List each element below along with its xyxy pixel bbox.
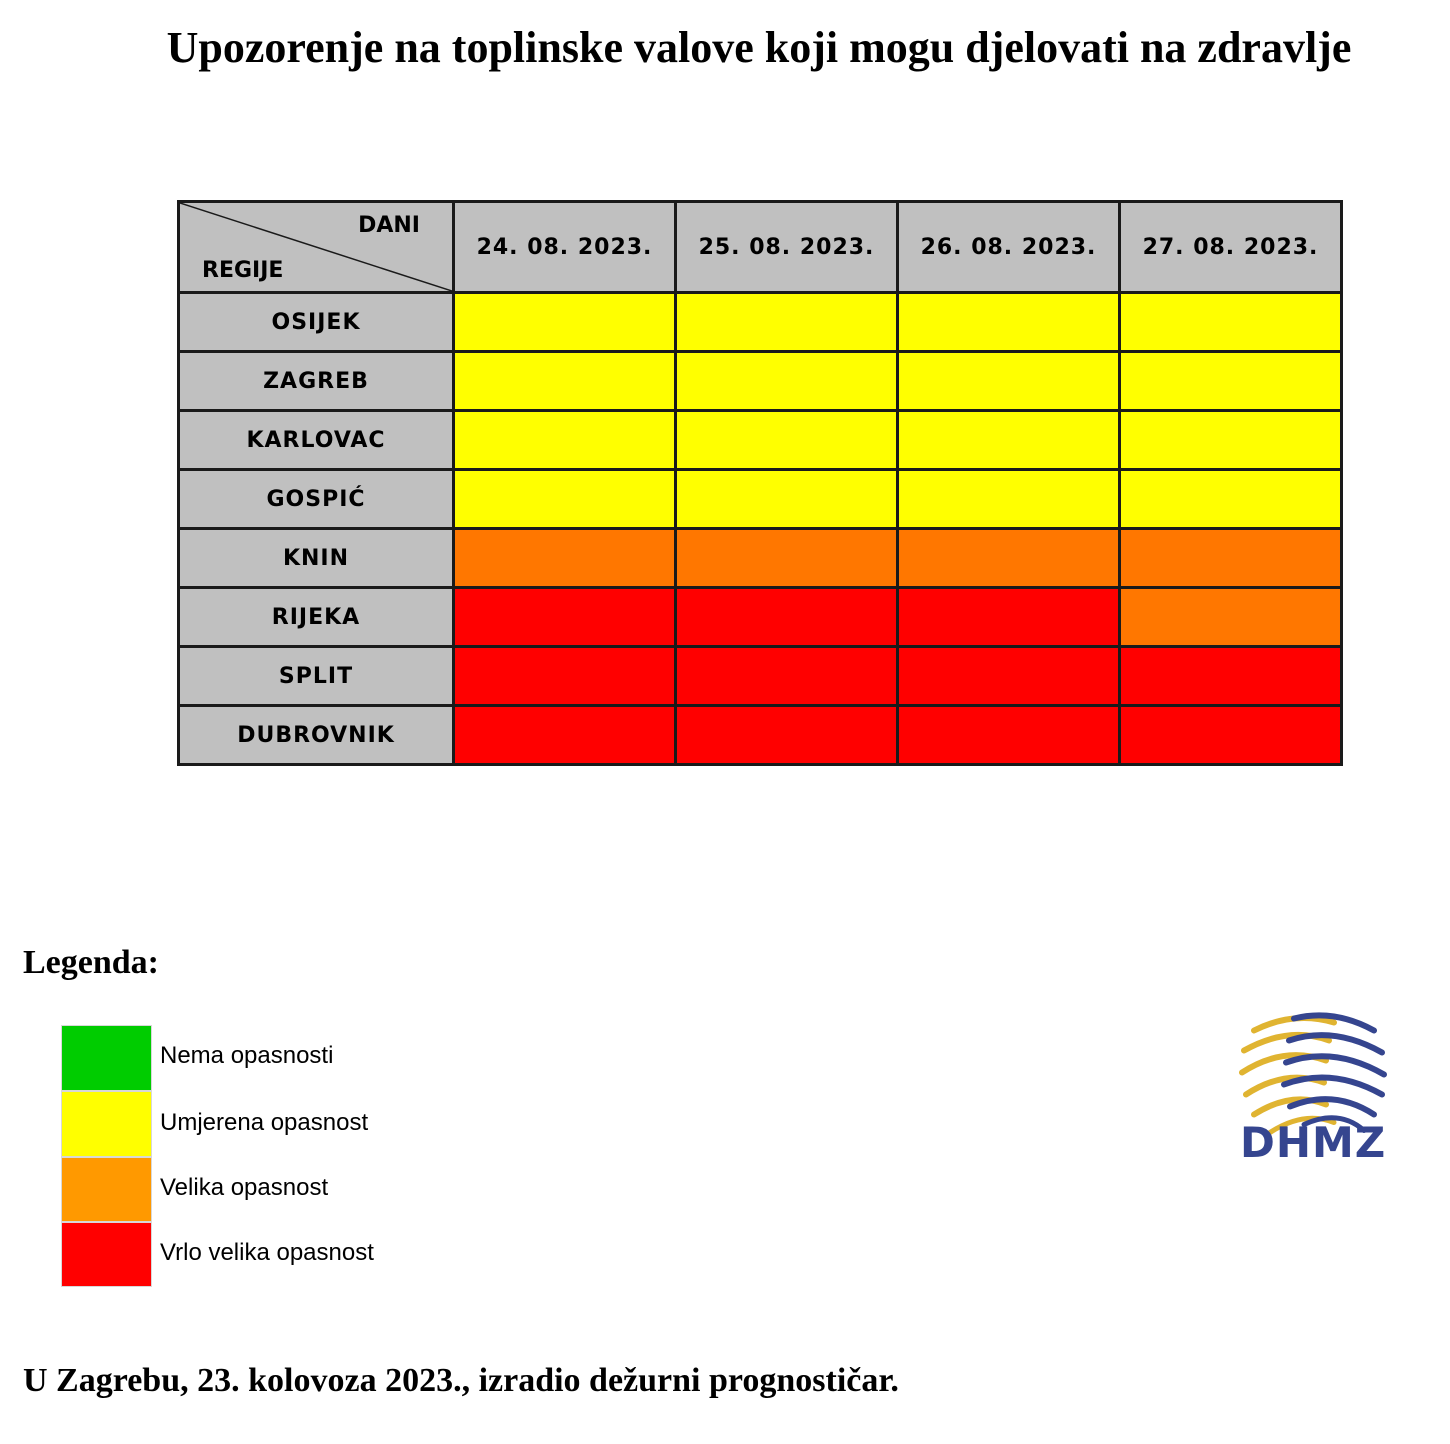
warning-level-cell <box>1120 706 1342 765</box>
warning-level-cell <box>1120 647 1342 706</box>
warning-level-cell <box>898 411 1120 470</box>
corner-regions-label: REGIJE <box>202 258 284 283</box>
legend-swatch-high <box>61 1157 152 1222</box>
dhmz-logo-text: DHMZ <box>1240 1118 1387 1167</box>
legend-swatch-moderate <box>61 1091 152 1157</box>
warning-level-cell <box>898 706 1120 765</box>
warning-level-cell <box>1120 470 1342 529</box>
warning-level-cell <box>676 588 898 647</box>
warning-level-cell <box>454 529 676 588</box>
warning-level-cell <box>676 411 898 470</box>
warning-level-cell <box>676 293 898 352</box>
table-row <box>179 352 1342 411</box>
legend-swatch-very-high <box>61 1222 152 1287</box>
region-name: OSIJEK <box>179 293 454 352</box>
region-name: DUBROVNIK <box>179 706 454 765</box>
warning-level-cell <box>676 470 898 529</box>
table-body <box>179 293 1342 765</box>
table-row <box>179 470 1342 529</box>
page-title: Upozorenje na toplinske valove koji mogu djelovati na zdravlje <box>166 23 1352 72</box>
warning-level-cell <box>898 470 1120 529</box>
warning-level-cell <box>454 647 676 706</box>
warning-level-cell <box>454 588 676 647</box>
corner-cell <box>179 202 454 293</box>
warning-level-cell <box>454 293 676 352</box>
legend-title: Legenda: <box>23 944 159 981</box>
warning-level-cell <box>1120 529 1342 588</box>
warning-level-cell <box>1120 293 1342 352</box>
warning-level-cell <box>454 706 676 765</box>
warning-level-cell <box>676 529 898 588</box>
warning-level-cell <box>898 352 1120 411</box>
table-row <box>179 588 1342 647</box>
table-row <box>179 293 1342 352</box>
warning-level-cell <box>1120 411 1342 470</box>
date-header: 27. 08. 2023. <box>1120 202 1342 293</box>
corner-days-label: DANI <box>358 213 420 238</box>
warning-level-cell <box>898 588 1120 647</box>
region-name: ZAGREB <box>179 352 454 411</box>
warning-level-cell <box>898 647 1120 706</box>
date-header: 24. 08. 2023. <box>454 202 676 293</box>
date-header: 25. 08. 2023. <box>676 202 898 293</box>
warning-table <box>177 200 1343 766</box>
table-row <box>179 647 1342 706</box>
table-row <box>179 529 1342 588</box>
warning-level-cell <box>676 352 898 411</box>
warning-level-cell <box>1120 588 1342 647</box>
footer-note: U Zagrebu, 23. kolovoza 2023., izradio dežurni prognostičar. <box>23 1362 899 1399</box>
legend-swatch-none <box>61 1025 152 1091</box>
legend-label-none: Nema opasnosti <box>160 1042 334 1069</box>
region-name: KNIN <box>179 529 454 588</box>
warning-level-cell <box>1120 352 1342 411</box>
warning-level-cell <box>454 470 676 529</box>
region-name: SPLIT <box>179 647 454 706</box>
warning-level-cell <box>676 706 898 765</box>
warning-level-cell <box>898 529 1120 588</box>
warning-level-cell <box>454 352 676 411</box>
warning-level-cell <box>898 293 1120 352</box>
region-name: GOSPIĆ <box>179 470 454 529</box>
table-row <box>179 706 1342 765</box>
header-row <box>179 202 1342 293</box>
table-row <box>179 411 1342 470</box>
warning-level-cell <box>676 647 898 706</box>
region-name: RIJEKA <box>179 588 454 647</box>
warning-level-cell <box>454 411 676 470</box>
legend-label-very-high: Vrlo velika opasnost <box>160 1239 374 1266</box>
legend-label-moderate: Umjerena opasnost <box>160 1109 369 1136</box>
region-name: KARLOVAC <box>179 411 454 470</box>
date-header: 26. 08. 2023. <box>898 202 1120 293</box>
legend-label-high: Velika opasnost <box>160 1174 329 1201</box>
